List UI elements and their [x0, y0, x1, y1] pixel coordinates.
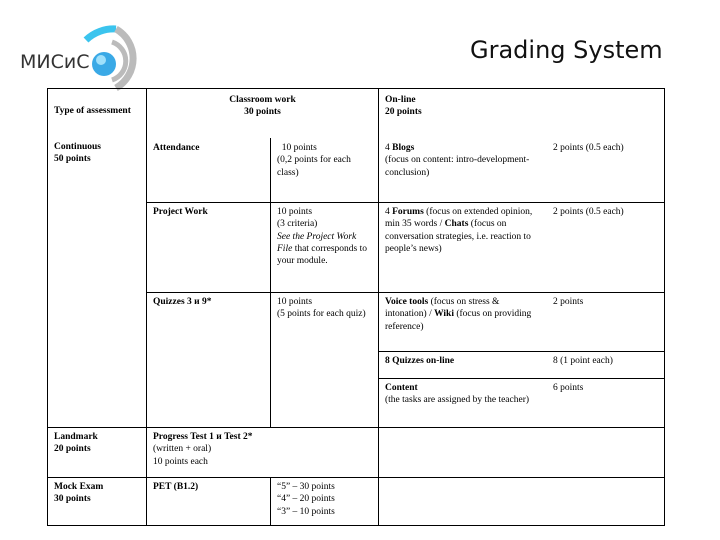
blogs-cell: 4 Blogs (focus on content: intro-development-conclusion): [385, 143, 530, 178]
landmark-test: Progress Test 1 и Test 2* (written + oral) 10 points each: [153, 432, 253, 467]
landmark-cell: Landmark 20 points: [54, 432, 98, 455]
attendance-points: 10 points (0,2 points for each class): [277, 143, 351, 178]
online-quizzes-label: 8 Quizzes on-line: [385, 356, 455, 366]
attendance-label: Attendance: [153, 143, 200, 153]
mock-exam: PET (B1.2): [153, 482, 199, 492]
project-points: 10 points (3 criteria) See the Project Work File that corresponds to your module.: [277, 207, 367, 267]
online-header: On-line 20 points: [385, 95, 422, 118]
mock-grades: “5” – 30 points “4” – 20 points “3” – 10 points: [277, 482, 335, 517]
blogs-points: 2 points (0.5 each): [553, 143, 624, 153]
logo-text: МИСиС: [20, 51, 90, 73]
misis-logo: [16, 24, 146, 94]
forums-points: 2 points (0.5 each): [553, 207, 624, 217]
voice-points: 2 points: [553, 297, 584, 307]
content-cell: Content (the tasks are assigned by the teacher): [385, 383, 530, 406]
quizzes-label: Quizzes 3 и 9*: [153, 297, 212, 307]
type-header: Type of assessment: [54, 106, 131, 116]
continuous-cell: Continuous 50 points: [54, 142, 101, 165]
voice-cell: Voice tools (focus on stress & intonation) / Wiki (focus on providing reference): [385, 297, 532, 332]
project-label: Project Work: [153, 207, 208, 217]
content-points: 6 points: [553, 383, 584, 393]
online-quizzes-points: 8 (1 point each): [553, 356, 613, 366]
quizzes-points: 10 points (5 points for each quiz): [277, 297, 366, 320]
page-title: Grading System: [470, 36, 663, 64]
forums-cell: 4 Forums (focus on extended opinion, min 35 words / Chats (focus on conversation strategies, i.e. reaction to people’s news): [385, 207, 533, 254]
classroom-header: Classroom work 30 points: [229, 95, 296, 118]
mock-cell: Mock Exam 30 points: [54, 482, 104, 505]
